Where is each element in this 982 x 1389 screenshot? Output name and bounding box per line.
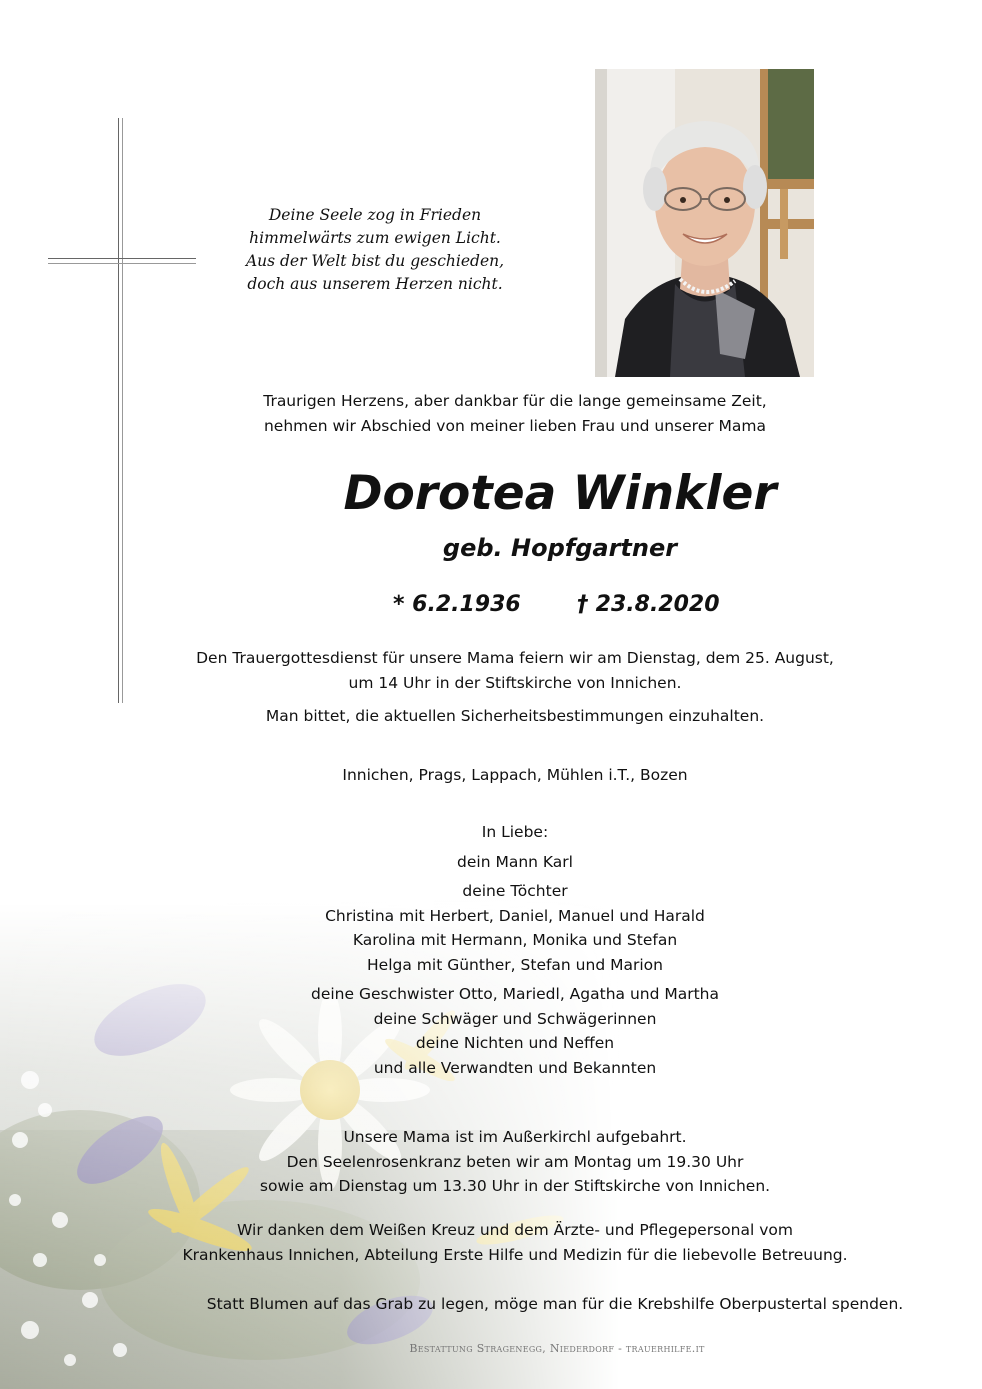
portrait-photo	[595, 69, 814, 377]
husband: dein Mann Karl	[457, 852, 573, 871]
relatives-line: deine Schwäger und Schwägerinnen	[373, 1009, 657, 1028]
thanks-text	[170, 1218, 860, 1267]
wake-line: Den Seelenrosenkranz beten wir am Montag um 19.30 Uhr	[286, 1152, 744, 1171]
donation-note: Statt Blumen auf das Grab zu legen, möge man für die Krebshilfe Oberpustertal spenden.	[206, 1295, 904, 1313]
relatives-line: deine Geschwister Otto, Mariedl, Agatha und Martha	[310, 985, 719, 1003]
daughter-family: Helga mit Günther, Stefan und Marion	[367, 955, 663, 974]
poem-line: himmelwärts zum ewigen Licht.	[249, 229, 501, 247]
intro-text	[170, 389, 860, 438]
poem-line: Aus der Welt bist du geschieden,	[245, 252, 505, 270]
birth-date: * 6.2.1936	[393, 592, 521, 617]
daughter-family: Christina mit Herbert, Daniel, Manuel und Harald	[325, 906, 705, 925]
wake-line: Unsere Mama ist im Außerkirchl aufgebahrt.	[343, 1128, 687, 1146]
safety-note	[170, 704, 860, 729]
poem-line: doch aus unserem Herzen nicht.	[247, 275, 503, 293]
deceased-name: Dorotea Winkler	[343, 466, 777, 521]
love-heading: In Liebe:	[481, 823, 549, 841]
daughters-heading: deine Töchter	[462, 882, 568, 900]
service-text	[170, 646, 860, 695]
thanks-line: Wir danken dem Weißen Kreuz und dem Ärzte- und Pflegepersonal vom	[237, 1221, 793, 1239]
maiden-name: geb. Hopfgartner	[442, 534, 678, 562]
places	[170, 763, 860, 788]
mourners-list	[170, 820, 860, 1080]
places-line: Innichen, Prags, Lappach, Mühlen i.T., Bozen	[342, 766, 688, 784]
death-date: † 23.8.2020	[577, 592, 720, 617]
poem	[210, 204, 540, 296]
relatives-line: deine Nichten und Neffen	[415, 1034, 615, 1052]
thanks-line: Krankenhaus Innichen, Abteilung Erste Hilfe und Medizin für die liebevolle Betreuung.	[182, 1245, 848, 1264]
daughter-family: Karolina mit Hermann, Monika und Stefan	[352, 931, 678, 949]
wake-line: sowie am Dienstag um 13.30 Uhr in der Stiftskirche von Innichen.	[259, 1177, 771, 1195]
service-line: Den Trauergottesdienst für unsere Mama feiern wir am Dienstag, dem 25. August,	[196, 649, 834, 667]
funeral-home-footer: Bestattung Stragenegg, Niederdorf - trauerhilfe.it	[409, 1342, 705, 1355]
service-line: um 14 Uhr in der Stiftskirche von Innichen.	[348, 673, 682, 692]
intro-line: Traurigen Herzens, aber dankbar für die lange gemeinsame Zeit,	[263, 392, 767, 410]
life-dates	[360, 588, 760, 622]
intro-line: nehmen wir Abschied von meiner lieben Frau und unserer Mama	[263, 416, 767, 435]
relatives-line: und alle Verwandten und Bekannten	[373, 1058, 657, 1077]
poem-line: Deine Seele zog in Frieden	[268, 206, 482, 224]
safety-line: Man bittet, die aktuellen Sicherheitsbestimmungen einzuhalten.	[265, 707, 765, 725]
wake-info	[170, 1125, 860, 1199]
